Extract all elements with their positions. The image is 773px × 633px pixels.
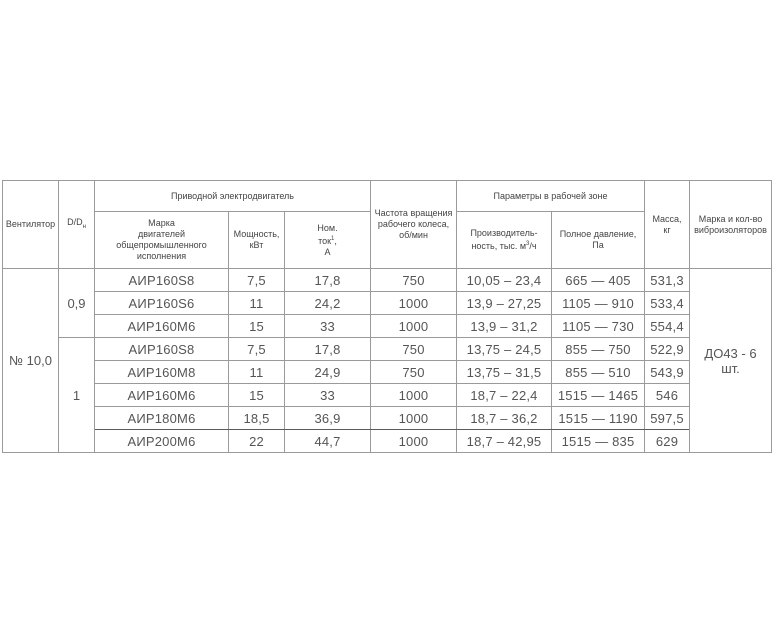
capacity-cell: 13,9 – 31,2 (457, 315, 552, 338)
motor-cell: АИР160М6 (95, 384, 229, 407)
current-cell: 36,9 (285, 407, 371, 430)
ratio-group-1: 0,9 (59, 269, 95, 338)
power-cell: 18,5 (229, 407, 285, 430)
table-row (3, 430, 772, 453)
mass-cell: 533,4 (645, 292, 690, 315)
table-row (3, 338, 772, 361)
capacity-cell: 10,05 – 23,4 (457, 269, 552, 292)
ratio-group-2: 1 (59, 338, 95, 453)
motor-cell: АИР160S8 (95, 269, 229, 292)
power-cell: 22 (229, 430, 285, 453)
header-work-group: Параметры в рабочей зоне (457, 181, 645, 212)
pressure-cell: 1105 — 730 (552, 315, 645, 338)
table-row-highlighted (3, 407, 772, 430)
mass-cell: 597,5 (645, 407, 690, 430)
current-cell: 17,8 (285, 338, 371, 361)
current-cell: 33 (285, 384, 371, 407)
header-power: Мощность, кВт (229, 212, 285, 269)
mass-cell: 531,3 (645, 269, 690, 292)
speed-cell: 750 (371, 361, 457, 384)
capacity-cell: 18,7 – 42,95 (457, 430, 552, 453)
current-cell: 33 (285, 315, 371, 338)
capacity-cell: 18,7 – 36,2 (457, 407, 552, 430)
table-row (3, 269, 772, 292)
pressure-cell: 1105 — 910 (552, 292, 645, 315)
motor-cell: АИР160М8 (95, 361, 229, 384)
current-cell: 44,7 (285, 430, 371, 453)
mass-cell: 629 (645, 430, 690, 453)
header-mass: Масса, кг (645, 181, 690, 269)
current-cell: 24,9 (285, 361, 371, 384)
current-cell: 17,8 (285, 269, 371, 292)
pressure-cell: 855 — 750 (552, 338, 645, 361)
header-fan: Вентилятор (3, 181, 59, 269)
pressure-cell: 1515 — 1465 (552, 384, 645, 407)
table-row (3, 315, 772, 338)
fan-number: № 10,0 (3, 269, 59, 453)
header-motor-group: Приводной электродвигатель (95, 181, 371, 212)
table-row (3, 292, 772, 315)
capacity-cell: 13,75 – 31,5 (457, 361, 552, 384)
header-ratio: $D/D_н$ (59, 181, 95, 269)
table-row (3, 361, 772, 384)
capacity-cell: 18,7 – 22,4 (457, 384, 552, 407)
vibro-cell: ДО43 - 6 шт. (690, 269, 772, 453)
power-cell: 15 (229, 315, 285, 338)
header-capacity: Производитель- ность, тыс. $м^3/ч$ (457, 212, 552, 269)
capacity-cell: 13,9 – 27,25 (457, 292, 552, 315)
mass-cell: 546 (645, 384, 690, 407)
spec-table-wrapper (2, 180, 772, 453)
power-cell: 7,5 (229, 269, 285, 292)
motor-cell: АИР160S8 (95, 338, 229, 361)
current-cell: 24,2 (285, 292, 371, 315)
power-cell: 7,5 (229, 338, 285, 361)
motor-cell: АИР160М6 (95, 315, 229, 338)
fan-spec-table (2, 180, 772, 453)
speed-cell: 1000 (371, 407, 457, 430)
pressure-cell: 665 — 405 (552, 269, 645, 292)
mass-cell: 543,9 (645, 361, 690, 384)
motor-cell: АИР200М6 (95, 430, 229, 453)
motor-cell: АИР160S6 (95, 292, 229, 315)
speed-cell: 1000 (371, 292, 457, 315)
speed-cell: 1000 (371, 315, 457, 338)
pressure-cell: 1515 — 1190 (552, 407, 645, 430)
speed-cell: 1000 (371, 384, 457, 407)
capacity-cell: 13,75 – 24,5 (457, 338, 552, 361)
speed-cell: 750 (371, 269, 457, 292)
speed-cell: 750 (371, 338, 457, 361)
header-motor-brand: Марка двигателей общепромышленного исполнения (95, 212, 229, 269)
mass-cell: 522,9 (645, 338, 690, 361)
header-current: Ном. ток$^1$, А (285, 212, 371, 269)
mass-cell: 554,4 (645, 315, 690, 338)
header-vibro: Марка и кол-во виброизоляторов (690, 181, 772, 269)
pressure-cell: 855 — 510 (552, 361, 645, 384)
table-row (3, 384, 772, 407)
motor-cell: АИР180М6 (95, 407, 229, 430)
header-speed: Частота вращения рабочего колеса, об/мин (371, 181, 457, 269)
power-cell: 11 (229, 361, 285, 384)
power-cell: 15 (229, 384, 285, 407)
speed-cell: 1000 (371, 430, 457, 453)
pressure-cell: 1515 — 835 (552, 430, 645, 453)
power-cell: 11 (229, 292, 285, 315)
header-pressure: Полное давление, Па (552, 212, 645, 269)
